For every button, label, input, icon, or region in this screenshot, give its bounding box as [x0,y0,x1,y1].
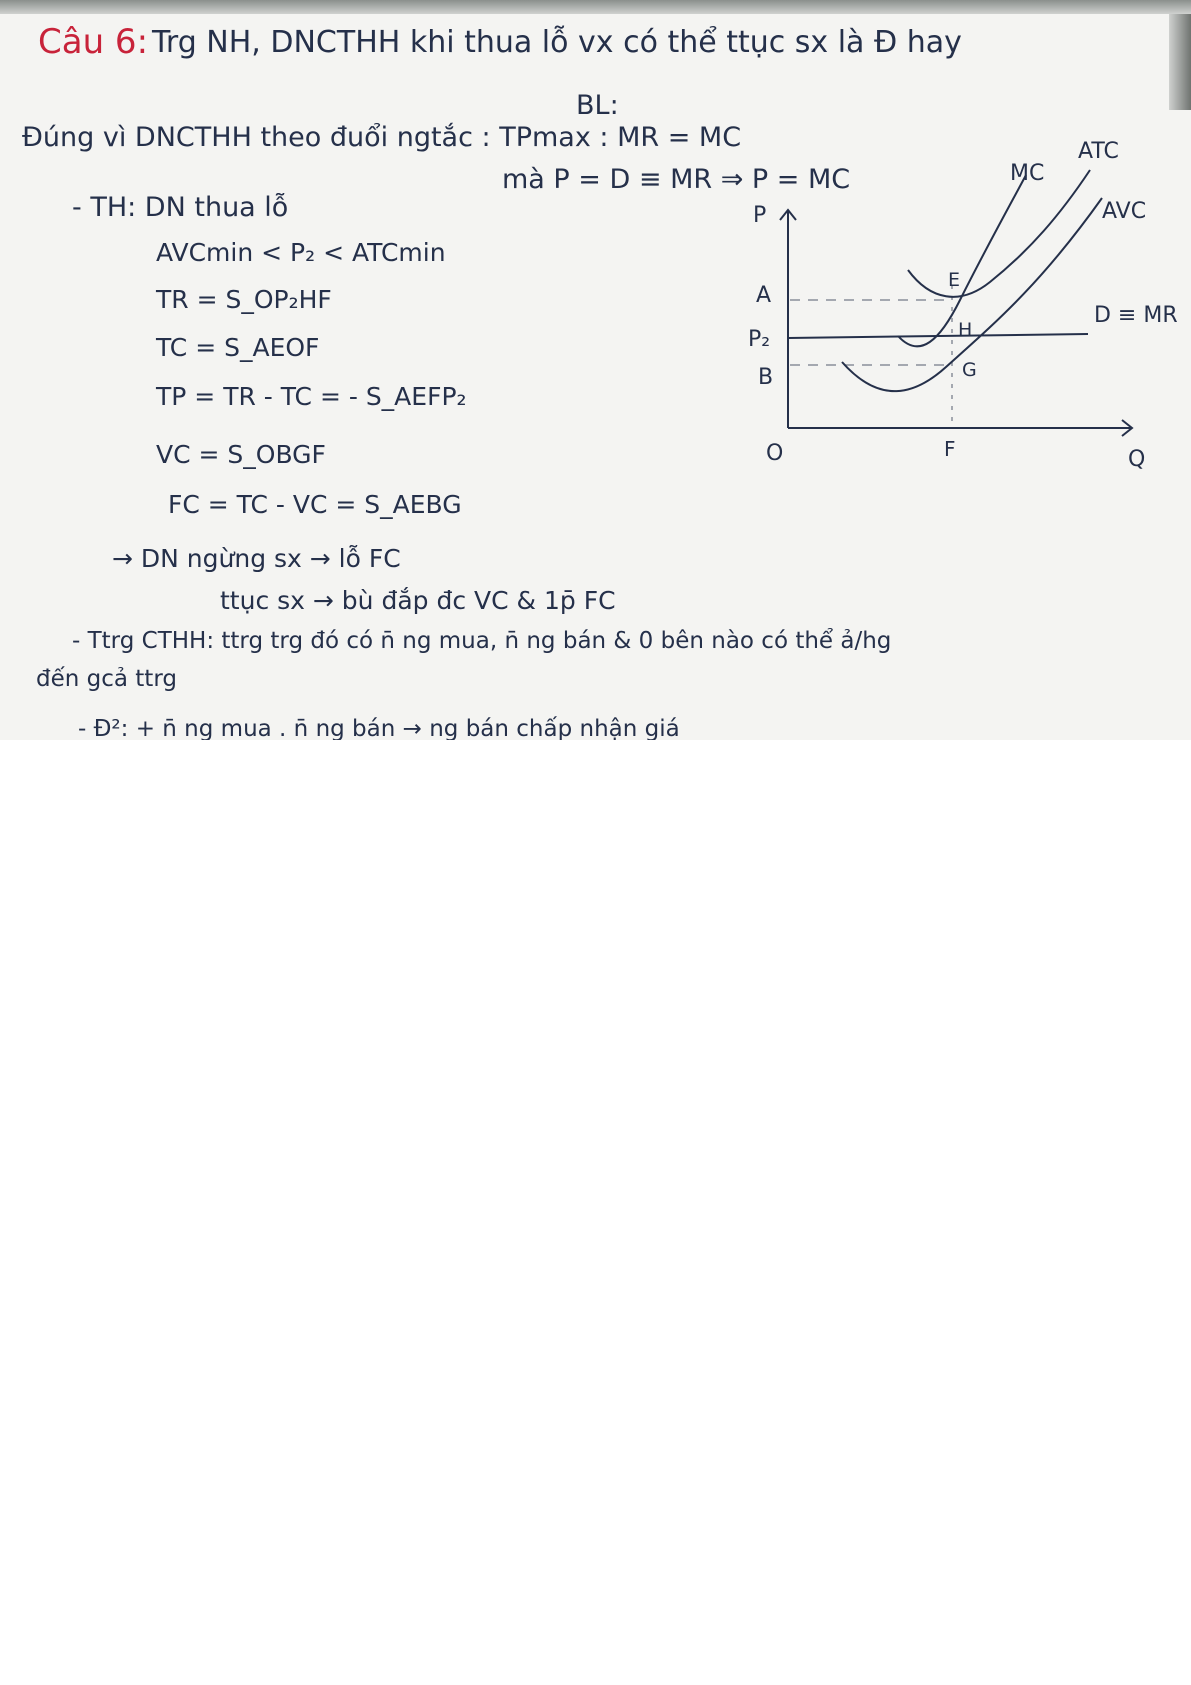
graph-axes [780,210,1132,436]
tick-b: B [758,365,774,390]
point-h: H [958,319,973,341]
line-characteristics: - Đ²: + n̄ ng mua . n̄ ng bán → ng bán chấp nhận giá [78,716,680,740]
line-tr: TR = S_OP₂HF [156,285,332,314]
tick-p2: P₂ [748,327,771,352]
question-label: Câu 6: [38,22,149,62]
guide-lines [790,285,952,428]
curve-label-demand: D ≡ MR [1094,303,1178,328]
line-vc: VC = S_OBGF [156,440,326,469]
axis-y-label: P [753,203,767,228]
line-fc: FC = TC - VC = S_AEBG [168,490,462,519]
line-avc-range: AVCmin < P₂ < ATCmin [156,238,446,267]
line-tp: TP = TR - TC = - S_AEFP₂ [156,382,467,411]
point-g: G [962,359,977,381]
line-tc: TC = S_AEOF [156,333,320,362]
tick-a: A [756,283,772,308]
curve-label-mc: MC [1010,161,1045,186]
question-text: Trg NH, DNCTHH khi thua lỗ vx có thể ttục sx là Đ hay [152,25,962,60]
blank-area [0,740,1191,1685]
tick-f: F [944,437,956,461]
line-market-definition: - Ttrg CTHH: ttrg trg đó có n̄ ng mua, n̄ ng bán & 0 bên nào có thể ả/hg [72,628,892,654]
answer-heading: BL: [576,90,619,121]
line-market-definition-cont: đến gcả ttrg [36,666,177,692]
atc-curve [908,170,1090,297]
point-e: E [948,269,961,291]
line-price-equals-mc: mà P = D ≡ MR ⇒ P = MC [502,164,851,195]
line-stop-production: → DN ngừng sx → lỗ FC [112,544,401,573]
line-case-loss: - TH: DN thua lỗ [72,192,289,223]
line-continue-production: ttục sx → bù đắp đc VC & 1p̄ FC [220,586,616,615]
axis-x-label: Q [1128,447,1146,472]
cost-curves-diagram [0,0,1191,740]
origin-label: O [766,441,784,466]
handwritten-note-page [0,0,1191,740]
curve-label-atc: ATC [1078,139,1119,164]
curve-label-avc: AVC [1102,199,1147,224]
line-principle: Đúng vì DNCTHH theo đuổi ngtắc : TPmax : MR = MC [22,122,742,153]
